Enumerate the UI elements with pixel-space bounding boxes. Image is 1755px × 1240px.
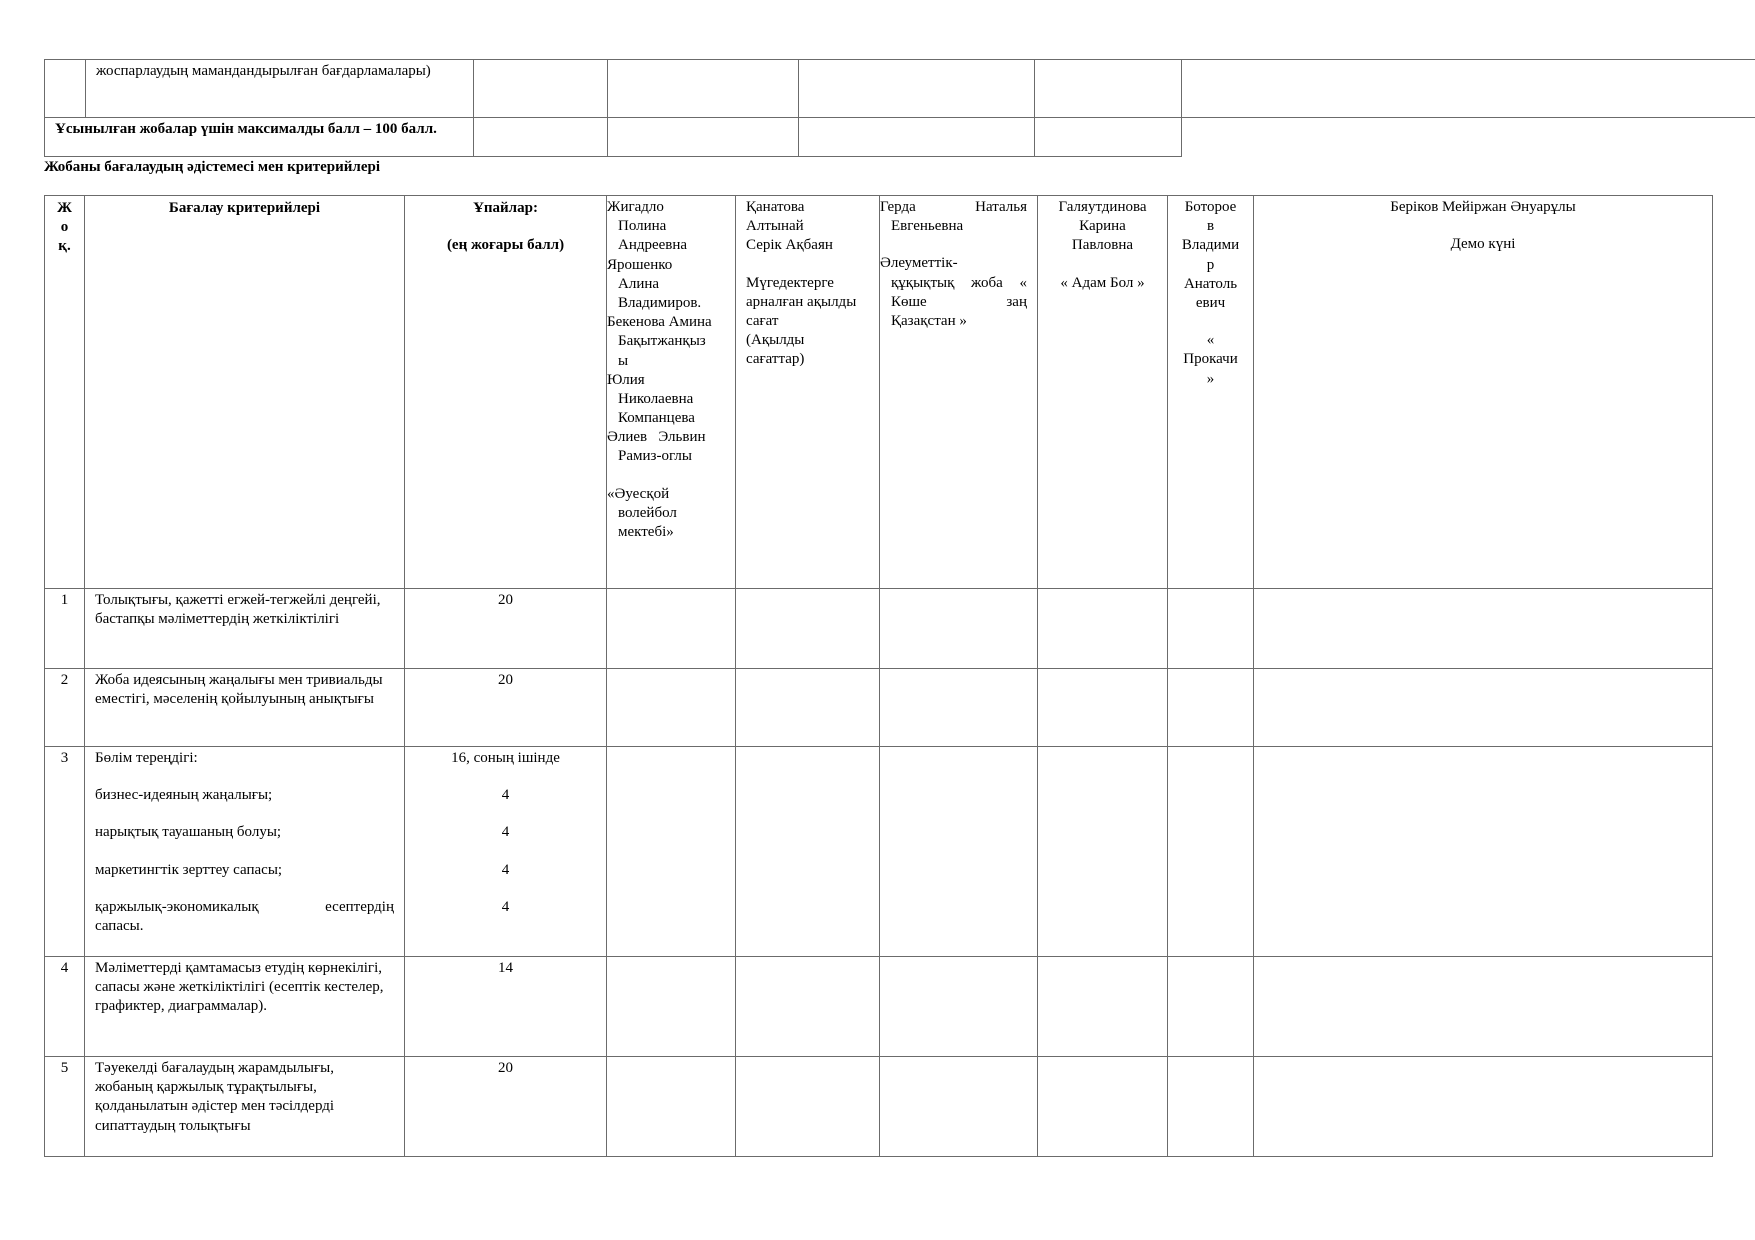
header-no-line: Ж xyxy=(57,200,72,216)
row-criterion: Тәуекелді бағалаудың жарамдылығы, жобаның қаржылық тұрақтылығы, қолданылатын әдістер мен тәсілдерді сипаттаудың толықтығы xyxy=(85,1057,405,1157)
team1-line: Бекенова Амина xyxy=(607,314,712,331)
score-cell[interactable] xyxy=(1168,957,1254,1057)
score-cell[interactable] xyxy=(1254,1057,1713,1157)
team1-line: Юлия xyxy=(607,371,645,388)
score-cell[interactable] xyxy=(1168,747,1254,957)
score-cell[interactable] xyxy=(1254,589,1713,669)
team5-project: » xyxy=(1206,370,1215,387)
row-criterion: Жоба идеясының жаңалығы мен тривиальды еместігі, мәселенің қойылуының анықтығы xyxy=(85,669,405,747)
header-team5 xyxy=(1168,196,1254,589)
score-cell[interactable] xyxy=(607,1057,736,1157)
team1-line: Жигадло xyxy=(607,199,664,215)
row-criterion xyxy=(85,747,405,957)
max-score-cell xyxy=(45,118,474,157)
score-cell[interactable] xyxy=(736,669,880,747)
top-cell xyxy=(474,60,608,118)
points-subitem: 4 xyxy=(501,824,510,841)
table-row xyxy=(45,747,1713,957)
team2-line: Қанатова xyxy=(746,199,805,215)
team1-line: Алина xyxy=(618,275,660,292)
top-table-row xyxy=(45,118,1755,157)
table-row xyxy=(45,589,1713,669)
team1-line: Полина xyxy=(618,218,667,235)
top-cell-num xyxy=(45,60,86,118)
score-cell[interactable] xyxy=(736,957,880,1057)
header-row xyxy=(45,196,1713,589)
top-cell xyxy=(1035,60,1182,118)
row-points: 14 xyxy=(405,957,607,1057)
header-team2 xyxy=(736,196,880,589)
team5-line: в xyxy=(1206,218,1215,235)
row-number: 2 xyxy=(45,669,85,747)
points-subitem: 4 xyxy=(501,861,510,878)
header-team6 xyxy=(1254,196,1713,589)
team3-line: Евгеньевна xyxy=(891,218,964,235)
header-no-line: о xyxy=(60,219,69,236)
header-points xyxy=(405,196,607,589)
row-number: 5 xyxy=(45,1057,85,1157)
team5-project: « xyxy=(1206,332,1215,349)
team4-line: Галяутдинова xyxy=(1058,199,1147,215)
team5-project: Прокачи xyxy=(1183,351,1238,368)
team4-line: Павловна xyxy=(1071,237,1134,254)
score-cell[interactable] xyxy=(880,957,1038,1057)
team1-line: Николаевна xyxy=(618,390,694,407)
score-cell[interactable] xyxy=(1038,589,1168,669)
team4-line: Карина xyxy=(1079,218,1126,235)
team1-project: волейбол xyxy=(618,504,677,521)
criterion-subitem: нарықтық тауашаның болуы; xyxy=(95,824,282,841)
team3-project: Көше заң xyxy=(891,293,1027,310)
section-title: Жобаны бағалаудың әдістемесі мен критерийлері xyxy=(44,159,381,175)
criteria-label: Бағалау критерийлері xyxy=(168,200,321,216)
top-cell-text xyxy=(86,60,474,118)
team2-line: Серік Ақбаян xyxy=(746,237,833,254)
header-team4 xyxy=(1038,196,1168,589)
table-row xyxy=(45,669,1713,747)
header-team1 xyxy=(607,196,736,589)
team1-line: Андреевна xyxy=(618,237,688,254)
points-sub: (ең жоғары балл) xyxy=(446,237,565,254)
team2-project: арналған ақылды xyxy=(746,293,857,310)
top-cell xyxy=(608,118,799,157)
team3-project: құқықтық жоба « xyxy=(891,274,1027,291)
team1-line: Владимиров. xyxy=(618,294,702,311)
criterion-subitem: қаржылық-экономикалық есептердің сапасы. xyxy=(95,898,394,934)
criterion-heading: Бөлім тереңдігі: xyxy=(95,750,198,766)
top-table-row xyxy=(45,60,1755,118)
team3-project: Әлеуметтік- xyxy=(880,255,958,272)
header-team3 xyxy=(880,196,1038,589)
row-points xyxy=(405,747,607,957)
top-table xyxy=(44,59,1755,157)
row-number: 4 xyxy=(45,957,85,1057)
row-number: 1 xyxy=(45,589,85,669)
score-cell[interactable] xyxy=(880,747,1038,957)
team1-line: Рамиз-оглы xyxy=(618,448,692,465)
team2-project: сағаттар) xyxy=(746,351,805,368)
score-cell[interactable] xyxy=(736,589,880,669)
team3-project: Қазақстан » xyxy=(891,312,967,329)
score-cell[interactable] xyxy=(880,1057,1038,1157)
score-cell[interactable] xyxy=(607,957,736,1057)
score-cell[interactable] xyxy=(736,747,880,957)
criterion-subitem: бизнес-идеяның жаңалығы; xyxy=(95,787,273,804)
top-cell xyxy=(1182,60,1755,118)
row-criterion: Толықтығы, қажетті егжей-тегжейлі деңгейі, бастапқы мәліметтердің жеткіліктілігі xyxy=(85,589,405,669)
team1-line: Компанцева xyxy=(618,410,695,427)
score-cell[interactable] xyxy=(1168,589,1254,669)
points-subitem: 4 xyxy=(501,898,510,915)
team5-line: Боторое xyxy=(1184,199,1237,215)
top-cell xyxy=(608,60,799,118)
header-criteria xyxy=(85,196,405,589)
team6-line: Беріков Мейіржан Әнуарұлы xyxy=(1390,199,1576,215)
table-row xyxy=(45,1057,1713,1157)
score-cell[interactable] xyxy=(736,1057,880,1157)
score-cell[interactable] xyxy=(1038,1057,1168,1157)
score-cell[interactable] xyxy=(1038,669,1168,747)
team5-line: евич xyxy=(1195,294,1226,311)
team5-line: Владими xyxy=(1181,237,1240,254)
points-subitem: 4 xyxy=(501,787,510,804)
score-cell[interactable] xyxy=(880,589,1038,669)
team5-line: р xyxy=(1206,256,1215,273)
team1-line: ы xyxy=(618,352,629,369)
score-cell[interactable] xyxy=(880,669,1038,747)
score-cell[interactable] xyxy=(1254,957,1713,1057)
score-cell[interactable] xyxy=(1254,669,1713,747)
team4-project: « Адам Бол » xyxy=(1060,274,1145,291)
team2-project: Мүгедектерге xyxy=(746,274,834,291)
score-cell[interactable] xyxy=(1038,747,1168,957)
team3-line: Герда Наталья xyxy=(880,199,1027,215)
team2-project: сағат xyxy=(746,312,779,329)
score-cell[interactable] xyxy=(607,747,736,957)
team1-project: «Әуесқой xyxy=(607,485,670,502)
score-cell[interactable] xyxy=(607,589,736,669)
max-score-text: Ұсынылған жобалар үшін максималды балл – 100 балл. xyxy=(55,121,437,137)
row-points: 20 xyxy=(405,669,607,747)
team1-line: Ярошенко xyxy=(607,256,673,273)
evaluation-table xyxy=(44,195,1713,1157)
team1-line: Бақытжанқыз xyxy=(618,333,706,350)
row-points: 20 xyxy=(405,1057,607,1157)
score-cell[interactable] xyxy=(607,669,736,747)
criterion-subitem: маркетингтік зерттеу сапасы; xyxy=(95,861,283,878)
top-cell xyxy=(474,118,608,157)
row-points: 20 xyxy=(405,589,607,669)
header-no-line: қ. xyxy=(58,238,71,255)
team6-project: Демо күні xyxy=(1450,236,1516,253)
top-row-text: жоспарлаудың мамандандырылған бағдарламалары) xyxy=(96,63,431,79)
score-cell[interactable] xyxy=(1168,669,1254,747)
top-cell xyxy=(1035,118,1182,157)
row-criterion: Мәліметтерді қамтамасыз етудің көрнекілігі, сапасы және жеткіліктілігі (есептік кестелер, графиктер, диаграммалар). xyxy=(85,957,405,1057)
top-cell xyxy=(799,118,1035,157)
score-cell[interactable] xyxy=(1038,957,1168,1057)
score-cell[interactable] xyxy=(1168,1057,1254,1157)
team5-line: Анатоль xyxy=(1183,275,1238,292)
score-cell[interactable] xyxy=(1254,747,1713,957)
points-total: 16, соның ішінде xyxy=(451,750,560,766)
team1-line: Әлиев Эльвин xyxy=(607,429,706,446)
team2-project: (Ақылды xyxy=(746,332,805,349)
team1-project: мектебі» xyxy=(618,524,674,540)
top-cell xyxy=(799,60,1035,118)
header-no xyxy=(45,196,85,589)
table-row xyxy=(45,957,1713,1057)
team2-line: Алтынай xyxy=(746,218,804,235)
row-number: 3 xyxy=(45,747,85,957)
points-label: Ұпайлар: xyxy=(473,200,538,216)
